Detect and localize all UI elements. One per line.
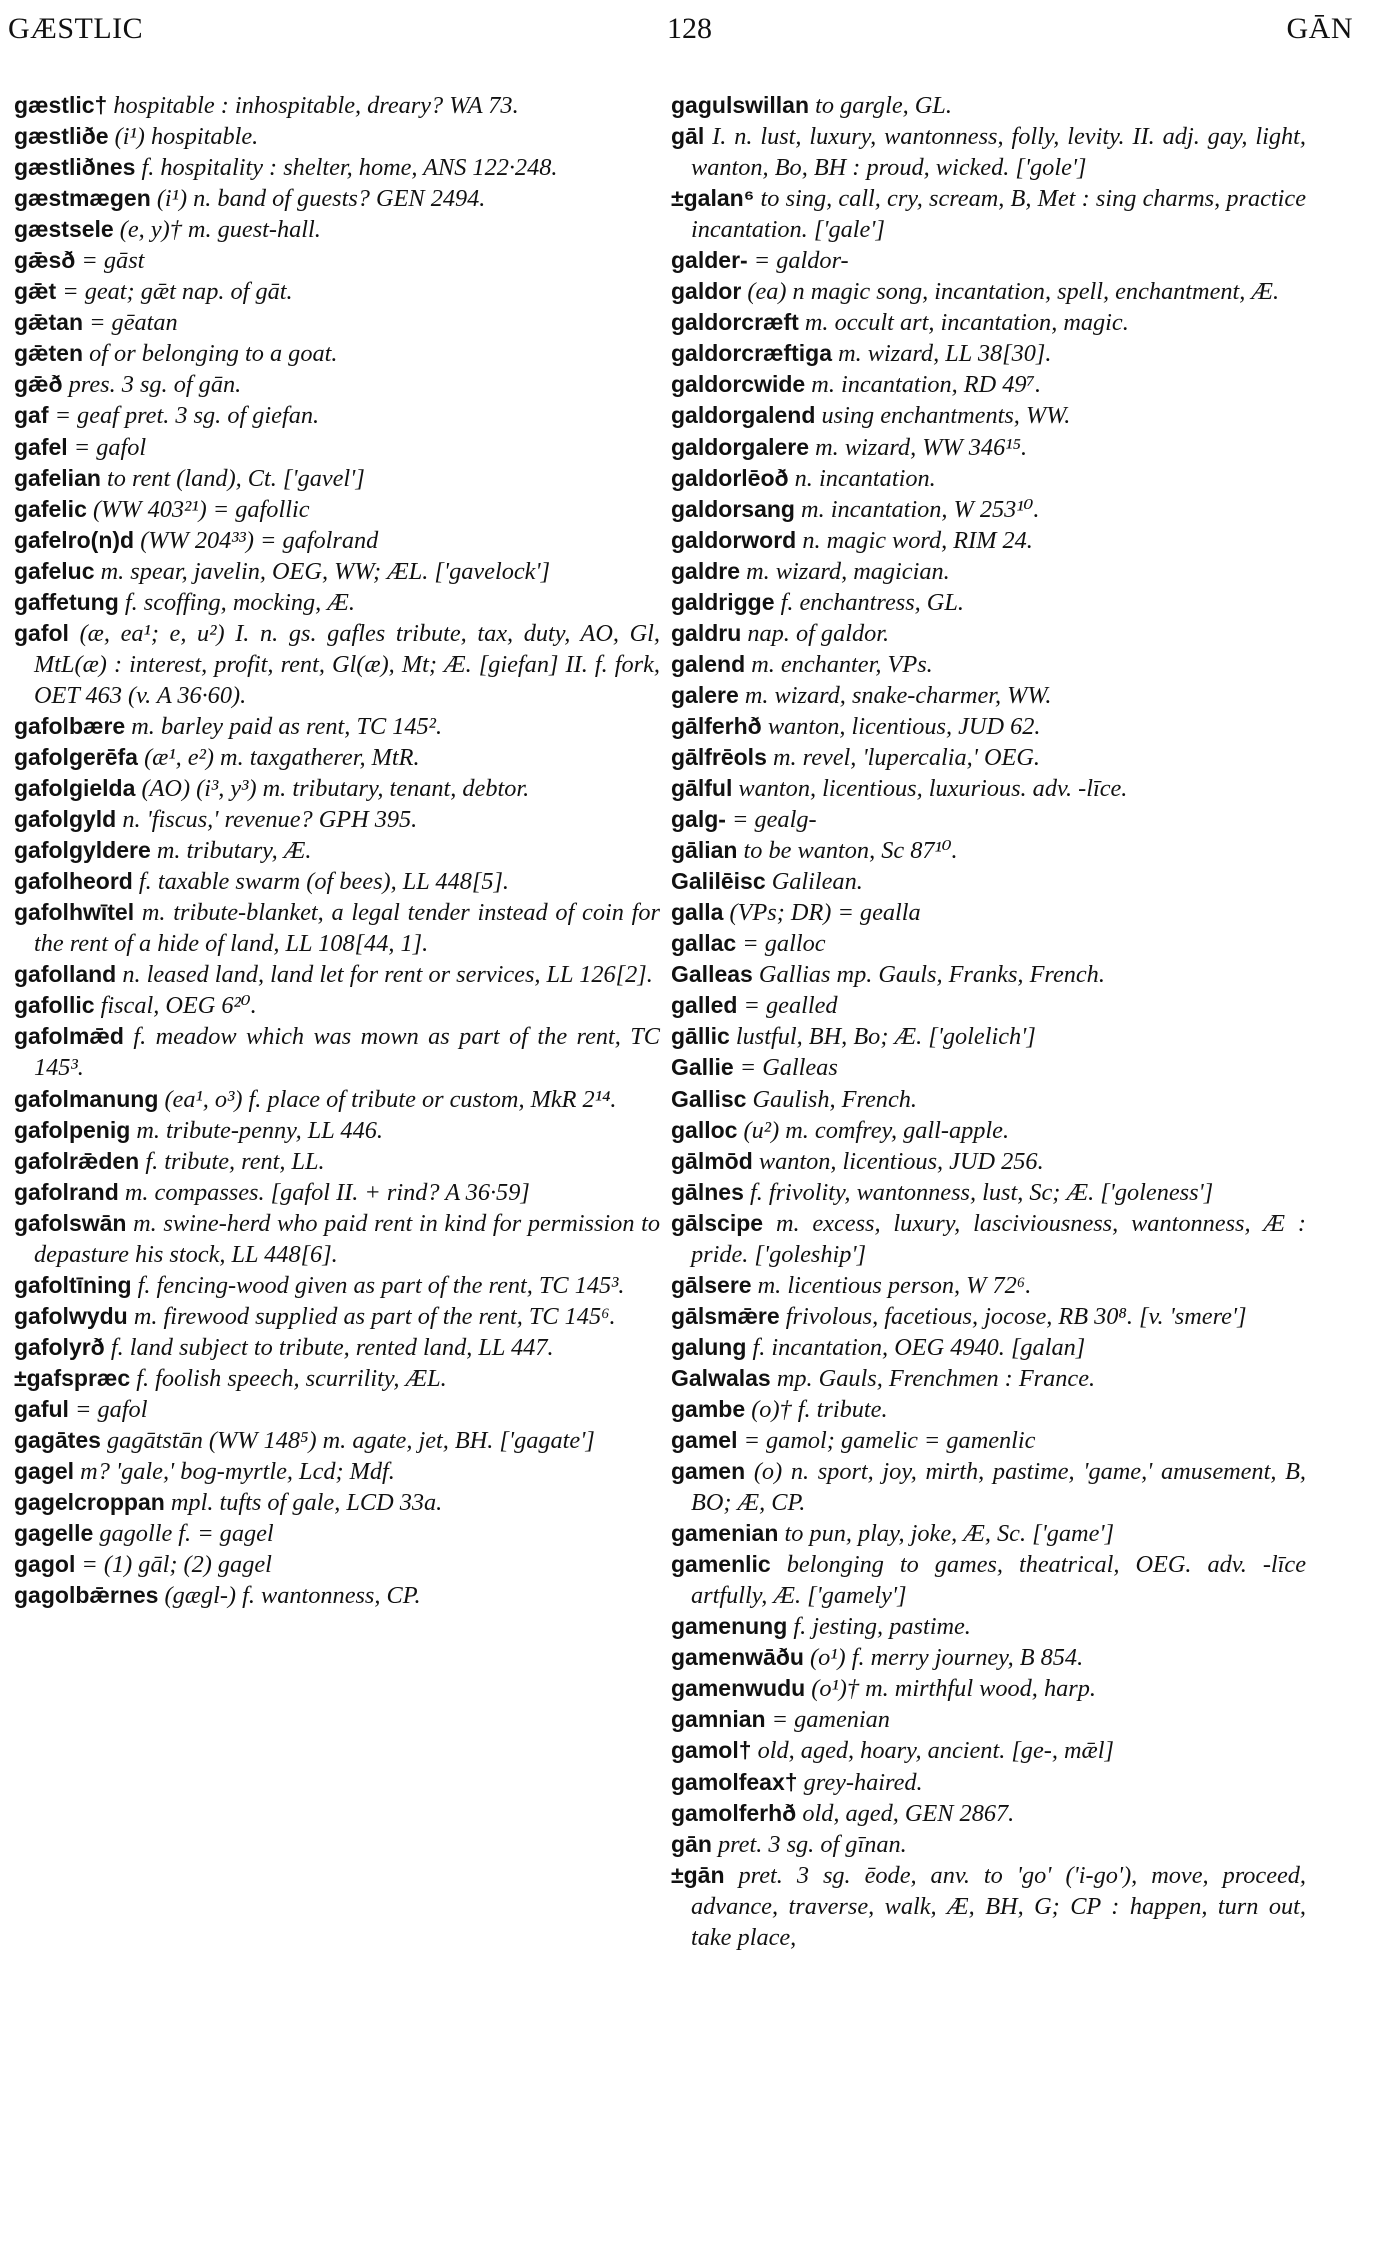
entry-headword: gafelic <box>14 495 87 522</box>
entry-definition: = gafol <box>73 433 147 461</box>
entry-definition: pret. 3 sg. ēode, anv. to 'go' ('i-go'), move, proceed, advance, traverse, walk, Æ, BH, G; CP : happen, turn out, take place, <box>691 1861 1306 1951</box>
dictionary-entry <box>14 1487 660 1518</box>
entry-headword: gafollic <box>14 992 95 1019</box>
entry-headword: gafelian <box>14 464 101 491</box>
entry-headword: gæstliðnes <box>14 154 136 181</box>
dictionary-entry <box>671 618 1306 649</box>
entry-headword: galloc <box>671 1116 738 1143</box>
dictionary-entry <box>14 307 660 338</box>
dictionary-entry <box>671 1611 1306 1642</box>
dictionary-entry <box>671 1301 1306 1332</box>
entry-definition: (e, y)† m. guest-hall. <box>119 216 321 244</box>
entry-definition: f. jesting, pastime. <box>793 1613 971 1641</box>
entry-definition: m. wizard, WW 346¹⁵. <box>815 433 1028 461</box>
entry-headword: gafolyrð <box>14 1333 105 1360</box>
entry-definition: nap. of galdor. <box>747 619 890 647</box>
entry-definition: (VPs; DR) = gealla <box>729 899 921 927</box>
entry-definition: lustful, BH, Bo; Æ. ['golelich'] <box>735 1023 1036 1051</box>
dictionary-entry <box>14 1363 660 1394</box>
entry-definition: = gafol <box>75 1395 148 1423</box>
entry-headword: gafolgyld <box>14 806 117 833</box>
entry-headword: gamol† <box>671 1737 752 1764</box>
entry-definition: of or belonging to a goat. <box>89 340 338 368</box>
right-column <box>671 90 1306 1953</box>
entry-definition: (WW 403²¹) = gafollic <box>92 495 310 523</box>
entry-headword: gamel <box>671 1427 738 1454</box>
entry-headword: gamen <box>671 1458 746 1485</box>
entry-headword: gagelcroppan <box>14 1489 165 1516</box>
entry-definition: mp. Gauls, Frenchmen : France. <box>776 1364 1096 1392</box>
entry-headword: gafolgerēfa <box>14 743 138 770</box>
entry-headword: gāl <box>671 123 705 150</box>
entry-definition: gagātstān (WW 148⁵) m. agate, jet, BH. ['gagate'] <box>107 1427 595 1455</box>
dictionary-entry <box>14 338 660 369</box>
entry-headword: Galleas <box>671 961 753 988</box>
dictionary-entry <box>14 897 660 959</box>
dictionary-entry <box>671 1332 1306 1363</box>
entry-definition: old, aged, GEN 2867. <box>802 1799 1015 1827</box>
entry-headword: gān <box>671 1830 712 1857</box>
dictionary-entry <box>14 618 660 711</box>
entry-headword: gǣsð <box>14 247 76 274</box>
entry-definition: m. wizard, magician. <box>746 557 950 585</box>
entry-headword: galdorword <box>671 526 797 553</box>
entry-headword: galdorcræftiga <box>671 340 833 367</box>
dictionary-entry <box>671 1177 1306 1208</box>
entry-headword: Galilēisc <box>671 868 766 895</box>
entry-headword: gālsere <box>671 1271 752 1298</box>
entry-headword: gafolbære <box>14 712 126 739</box>
entry-headword: galung <box>671 1333 747 1360</box>
dictionary-entry <box>671 183 1306 245</box>
entry-definition: = geaf pret. 3 sg. of giefan. <box>54 402 320 430</box>
dictionary-entry <box>671 587 1306 618</box>
entry-headword: gafol <box>14 619 69 646</box>
entry-definition: m. tribute-penny, LL 446. <box>136 1116 383 1144</box>
entry-definition: = gāst <box>81 247 145 275</box>
entry-definition: = Galleas <box>739 1054 838 1082</box>
dictionary-entry <box>671 835 1306 866</box>
dictionary-entry <box>14 400 660 431</box>
entry-definition: (i¹) n. band of guests? GEN 2494. <box>156 185 486 213</box>
dictionary-entry <box>14 587 660 618</box>
entry-definition: to sing, call, cry, scream, B, Met : sing charms, practice incantation. ['gale'] <box>691 185 1306 244</box>
entry-headword: galdru <box>671 619 742 646</box>
dictionary-entry <box>14 1332 660 1363</box>
entry-headword: gafolswān <box>14 1209 127 1236</box>
entry-headword: galder- <box>671 247 748 274</box>
dictionary-entry <box>671 804 1306 835</box>
dictionary-entry <box>14 1177 660 1208</box>
dictionary-entry <box>14 1021 660 1083</box>
entry-headword: gagulswillan <box>671 92 810 118</box>
dictionary-entry <box>671 742 1306 773</box>
entry-definition: m. revel, 'lupercalia,' OEG. <box>772 743 1040 771</box>
dictionary-entry <box>14 463 660 494</box>
entry-headword: galla <box>671 899 724 926</box>
entry-definition: (ea) n magic song, incantation, spell, enchantment, Æ. <box>747 278 1280 306</box>
entry-definition: m. incantation, RD 49⁷. <box>811 371 1042 399</box>
dictionary-entry <box>671 90 1306 121</box>
entry-headword: galled <box>671 992 738 1019</box>
dictionary-entry <box>671 1673 1306 1704</box>
entry-definition: (o)† f. tribute. <box>751 1395 888 1423</box>
running-head-left: GÆSTLIC <box>8 12 144 45</box>
entry-headword: gamnian <box>671 1706 766 1733</box>
entry-definition: m. enchanter, VPs. <box>751 650 933 678</box>
entry-definition: pres. 3 sg. of gān. <box>68 371 242 399</box>
entry-headword: galdor <box>671 278 742 305</box>
dictionary-entry <box>671 1363 1306 1394</box>
dictionary-entry <box>671 1208 1306 1270</box>
entry-definition: belonging to games, theatrical, OEG. adv. -līce artfully, Æ. ['gamely'] <box>691 1551 1306 1610</box>
entry-definition: n. incantation. <box>794 464 936 492</box>
dictionary-entry <box>14 556 660 587</box>
dictionary-entry <box>671 432 1306 463</box>
entry-definition: Gallias mp. Gauls, Franks, French. <box>758 961 1105 989</box>
entry-headword: gālnes <box>671 1178 744 1205</box>
entry-definition: (o) n. sport, joy, mirth, pastime, 'game,' amusement, B, BO; Æ, CP. <box>691 1458 1306 1517</box>
entry-definition: old, aged, hoary, ancient. [ge-, mǣl] <box>757 1737 1114 1765</box>
dictionary-entry <box>671 1735 1306 1766</box>
entry-definition: I. n. lust, luxury, wantonness, folly, levity. II. adj. gay, light, wanton, Bo, BH : proud, wicked. ['gole'] <box>691 123 1307 182</box>
entry-definition: m. occult art, incantation, magic. <box>804 309 1129 337</box>
entry-definition: n. leased land, land let for rent or services, LL 126[2]. <box>122 961 653 989</box>
entry-definition: grey-haired. <box>803 1768 923 1796</box>
running-head-right: GĀN <box>1286 12 1353 45</box>
dictionary-entry <box>14 1456 660 1487</box>
entry-headword: galdorgalend <box>671 402 816 429</box>
entry-definition: (æ¹, e²) m. taxgatherer, MtR. <box>144 743 420 771</box>
entry-definition: = gamenian <box>771 1706 890 1734</box>
dictionary-entry <box>671 1549 1306 1611</box>
entry-definition: (i¹) hospitable. <box>114 123 259 151</box>
dictionary-entry <box>14 773 660 804</box>
dictionary-entry <box>671 1829 1306 1860</box>
dictionary-entry <box>14 1115 660 1146</box>
entry-headword: gamenian <box>671 1520 779 1547</box>
dictionary-entry <box>671 1456 1306 1518</box>
entry-definition: m? 'gale,' bog-myrtle, Lcd; Mdf. <box>80 1458 395 1486</box>
entry-definition: frivolous, facetious, jocose, RB 30⁸. [v. 'smere'] <box>785 1302 1247 1330</box>
entry-definition: n. 'fiscus,' revenue? GPH 395. <box>122 806 418 834</box>
entry-headword: galdre <box>671 557 741 584</box>
entry-headword: Gallisc <box>671 1085 747 1112</box>
entry-definition: f. land subject to tribute, rented land, LL 447. <box>110 1333 554 1361</box>
entry-definition: (AO) (i³, y³) m. tributary, tenant, debtor. <box>141 775 530 803</box>
dictionary-entry <box>671 866 1306 897</box>
entry-headword: gǣtan <box>14 309 83 336</box>
dictionary-entry <box>14 432 660 463</box>
entry-definition: = geat; gǣt nap. of gāt. <box>62 278 293 306</box>
dictionary-entry <box>671 897 1306 928</box>
entry-headword: gagel <box>14 1458 75 1485</box>
dictionary-entry <box>671 1021 1306 1052</box>
dictionary-entry <box>14 1425 660 1456</box>
entry-definition: = galdor- <box>753 247 849 275</box>
entry-definition: (gægl-) f. wantonness, CP. <box>164 1582 421 1610</box>
entry-definition: (u²) m. comfrey, gall-apple. <box>743 1116 1010 1144</box>
entry-definition: (o¹) f. merry journey, B 854. <box>810 1644 1084 1672</box>
dictionary-entry <box>671 1704 1306 1735</box>
dictionary-entry <box>14 121 660 152</box>
dictionary-entry <box>14 90 660 121</box>
dictionary-entry <box>671 1798 1306 1829</box>
entry-headword: ±galan⁶ <box>671 185 755 212</box>
dictionary-entry <box>671 1860 1306 1953</box>
entry-definition: mpl. tufts of gale, LCD 33a. <box>170 1489 443 1517</box>
entry-headword: gagol <box>14 1551 76 1578</box>
entry-headword: gǣð <box>14 371 63 398</box>
dictionary-entry <box>14 1518 660 1549</box>
entry-headword: gæstsele <box>14 216 114 243</box>
entry-headword: galere <box>671 681 739 708</box>
entry-headword: gamenung <box>671 1613 788 1640</box>
entry-headword: gafolpenig <box>14 1116 131 1143</box>
entry-headword: galdrigge <box>671 588 775 615</box>
entry-headword: gafelro(n)d <box>14 526 135 553</box>
entry-headword: gamolfeax† <box>671 1768 798 1795</box>
entry-definition: f. taxable swarm (of bees), LL 448[5]. <box>138 868 510 896</box>
dictionary-entry <box>14 804 660 835</box>
entry-headword: galg- <box>671 806 726 833</box>
dictionary-entry <box>671 928 1306 959</box>
dictionary-entry <box>671 276 1306 307</box>
dictionary-entry <box>14 494 660 525</box>
entry-definition: m. firewood supplied as part of the rent, TC 145⁶. <box>133 1302 616 1330</box>
entry-definition: m. tributary, Æ. <box>156 837 312 865</box>
dictionary-entry <box>671 556 1306 587</box>
entry-definition: wanton, licentious, luxurious. adv. -līce. <box>738 775 1128 803</box>
entry-definition: (æ, ea¹; e, u²) I. n. gs. gafles tribute, tax, duty, AO, Gl, MtL(æ) : interest, profit, rent, Gl(æ), Mt; Æ. [giefan] II. f. fork, OET 463 (v. A 36·60). <box>34 619 660 709</box>
dictionary-entry <box>14 1580 660 1611</box>
entry-definition: to pun, play, joke, Æ, Sc. ['game'] <box>784 1520 1115 1548</box>
entry-headword: gagātes <box>14 1427 101 1454</box>
entry-definition: (o¹)† m. mirthful wood, harp. <box>811 1675 1096 1703</box>
entry-headword: gamenwāðu <box>671 1644 804 1671</box>
entry-headword: Galwalas <box>671 1364 771 1391</box>
entry-headword: galdorcræft <box>671 309 799 336</box>
dictionary-entry <box>14 1208 660 1270</box>
entry-headword: gafel <box>14 433 68 460</box>
entry-headword: gaffetung <box>14 588 119 615</box>
entry-headword: ±gān <box>671 1861 725 1888</box>
entry-headword: gamolferhð <box>671 1799 797 1826</box>
dictionary-entry <box>14 369 660 400</box>
dictionary-entry <box>14 245 660 276</box>
entry-definition: = (1) gāl; (2) gagel <box>81 1551 272 1579</box>
entry-definition: = galloc <box>742 930 826 958</box>
entry-definition: = gealled <box>743 992 838 1020</box>
entry-definition: f. scoffing, mocking, Æ. <box>124 588 355 616</box>
entry-headword: gālsmǣre <box>671 1302 780 1329</box>
dictionary-entry <box>14 214 660 245</box>
entry-definition: gagolle f. = gagel <box>99 1520 274 1548</box>
entry-definition: Gaulish, French. <box>752 1085 917 1113</box>
dictionary-entry <box>14 183 660 214</box>
entry-definition: wanton, licentious, JUD 256. <box>758 1147 1044 1175</box>
entry-definition: f. frivolity, wantonness, lust, Sc; Æ. ['goleness'] <box>749 1178 1214 1206</box>
entry-headword: ±gafspræc <box>14 1364 131 1391</box>
entry-headword: gambe <box>671 1395 746 1422</box>
dictionary-entry <box>14 1084 660 1115</box>
dictionary-entry <box>14 1549 660 1580</box>
dictionary-entry <box>14 1146 660 1177</box>
dictionary-entry <box>671 680 1306 711</box>
entry-definition: (WW 204³³) = gafolrand <box>140 526 379 554</box>
dictionary-entry <box>671 649 1306 680</box>
entry-definition: m. wizard, snake-charmer, WW. <box>744 681 1052 709</box>
dictionary-entry <box>14 959 660 990</box>
entry-definition: m. excess, luxury, lasciviousness, wantonness, Æ : pride. ['goleship'] <box>691 1209 1307 1268</box>
dictionary-entry <box>14 990 660 1021</box>
entry-definition: pret. 3 sg. of gīnan. <box>717 1830 907 1858</box>
entry-definition: (ea¹, o³) f. place of tribute or custom, MkR 2¹⁴. <box>164 1085 617 1113</box>
entry-definition: n. magic word, RIM 24. <box>802 526 1033 554</box>
entry-headword: gæstmægen <box>14 185 151 212</box>
entry-headword: gafolgyldere <box>14 837 151 864</box>
dictionary-entry <box>671 245 1306 276</box>
entry-headword: galdorsang <box>671 495 795 522</box>
entry-headword: gālful <box>671 775 733 802</box>
entry-definition: = gamol; gamelic = gamenlic <box>743 1427 1036 1455</box>
dictionary-entry <box>14 1301 660 1332</box>
dictionary-entry <box>671 463 1306 494</box>
entry-definition: to gargle, GL. <box>815 92 952 119</box>
entry-headword: gālferhð <box>671 712 762 739</box>
entry-headword: gagelle <box>14 1520 94 1547</box>
entry-definition: m. swine-herd who paid rent in kind for permission to depasture his stock, LL 448[6]. <box>34 1209 661 1268</box>
entry-headword: gafolheord <box>14 868 133 895</box>
entry-headword: gagolbǣrnes <box>14 1582 159 1609</box>
entry-definition: using enchantments, WW. <box>821 402 1071 430</box>
entry-headword: gaful <box>14 1395 69 1422</box>
entry-definition: m. wizard, LL 38[30]. <box>838 340 1052 368</box>
entry-headword: gāllic <box>671 1023 730 1050</box>
entry-headword: gaf <box>14 402 49 429</box>
dictionary-entry <box>671 1425 1306 1456</box>
entry-definition: to be wanton, Sc 87¹⁰. <box>743 837 958 865</box>
entry-headword: gafolgielda <box>14 775 136 802</box>
dictionary-entry <box>671 121 1306 183</box>
left-column <box>14 90 660 1611</box>
dictionary-entry <box>14 711 660 742</box>
entry-headword: gæstliðe <box>14 123 109 150</box>
dictionary-entry <box>14 1394 660 1425</box>
dictionary-entry <box>671 1146 1306 1177</box>
dictionary-entry <box>671 494 1306 525</box>
entry-definition: fiscal, OEG 6²⁰. <box>100 992 257 1020</box>
entry-headword: Gallie <box>671 1054 734 1081</box>
entry-definition: f. hospitality : shelter, home, ANS 122·248. <box>141 154 558 182</box>
dictionary-entry <box>671 1084 1306 1115</box>
dictionary-entry <box>671 959 1306 990</box>
entry-headword: gǣten <box>14 340 83 367</box>
entry-headword: gafolland <box>14 961 117 988</box>
dictionary-entry <box>671 525 1306 556</box>
dictionary-entry <box>671 990 1306 1021</box>
entry-headword: gafolrand <box>14 1178 119 1205</box>
entry-headword: galend <box>671 650 746 677</box>
dictionary-entry <box>671 1642 1306 1673</box>
dictionary-entry <box>671 369 1306 400</box>
entry-headword: gafoltīning <box>14 1271 132 1298</box>
dictionary-entry <box>671 307 1306 338</box>
dictionary-entry <box>14 835 660 866</box>
dictionary-entry <box>14 742 660 773</box>
entry-headword: gālfrēols <box>671 743 767 770</box>
entry-definition: = gēatan <box>89 309 178 337</box>
entry-headword: gālmōd <box>671 1147 753 1174</box>
entry-headword: gǣt <box>14 278 57 305</box>
entry-headword: galdorlēoð <box>671 464 789 491</box>
entry-definition: m. spear, javelin, OEG, WW; ÆL. ['gavelock'] <box>100 557 551 585</box>
entry-definition: hospitable : inhospitable, dreary? WA 73. <box>113 92 519 119</box>
dictionary-entry <box>671 400 1306 431</box>
dictionary-entry <box>14 152 660 183</box>
entry-definition: m. incantation, W 253¹⁰. <box>801 495 1040 523</box>
entry-headword: galdorcwide <box>671 371 806 398</box>
entry-definition: f. incantation, OEG 4940. [galan] <box>752 1333 1086 1361</box>
dictionary-entry <box>671 1518 1306 1549</box>
entry-definition: m. barley paid as rent, TC 145². <box>131 712 443 740</box>
entry-definition: f. meadow which was mown as part of the rent, TC 145³. <box>34 1023 660 1082</box>
entry-headword: gafolmǣd <box>14 1023 124 1050</box>
entry-definition: m. compasses. [gafol II. + rind? A 36·59] <box>124 1178 530 1206</box>
dictionary-entry <box>671 711 1306 742</box>
entry-headword: galdorgalere <box>671 433 810 460</box>
dictionary-entry <box>671 338 1306 369</box>
entry-definition: m. tribute-blanket, a legal tender instead of coin for the rent of a hide of land, LL 108[44, 1]. <box>34 899 660 958</box>
dictionary-entry <box>14 1270 660 1301</box>
entry-headword: gamenwudu <box>671 1675 806 1702</box>
entry-headword: gallac <box>671 930 737 957</box>
dictionary-entry <box>671 773 1306 804</box>
entry-headword: gafeluc <box>14 557 95 584</box>
entry-headword: gafolhwītel <box>14 899 135 926</box>
dictionary-entry <box>671 1270 1306 1301</box>
entry-definition: to rent (land), Ct. ['gavel'] <box>107 464 365 492</box>
dictionary-entry <box>671 1115 1306 1146</box>
page-number: 128 <box>667 12 712 45</box>
dictionary-entry <box>14 525 660 556</box>
dictionary-entry <box>671 1394 1306 1425</box>
entry-definition: f. enchantress, GL. <box>780 588 964 616</box>
entry-headword: gafolwydu <box>14 1302 128 1329</box>
dictionary-entry <box>671 1767 1306 1798</box>
entry-definition: f. tribute, rent, LL. <box>145 1147 325 1175</box>
entry-definition: m. licentious person, W 72⁶. <box>757 1271 1032 1299</box>
entry-headword: gālian <box>671 837 738 864</box>
dictionary-entry <box>14 276 660 307</box>
entry-headword: gafolmanung <box>14 1085 159 1112</box>
dictionary-entry <box>14 866 660 897</box>
entry-headword: gamenlic <box>671 1551 771 1578</box>
entry-definition: = gealg- <box>732 806 817 834</box>
dictionary-entry <box>671 1052 1306 1083</box>
entry-definition: Galilean. <box>771 868 863 896</box>
entry-definition: f. foolish speech, scurrility, ÆL. <box>136 1364 447 1392</box>
page-header <box>0 6 1379 54</box>
entry-definition: wanton, licentious, JUD 62. <box>767 712 1041 740</box>
entry-headword: gæstlic† <box>14 92 108 118</box>
entry-definition: f. fencing-wood given as part of the rent, TC 145³. <box>137 1271 625 1299</box>
entry-headword: gālscipe <box>671 1209 764 1236</box>
entry-headword: gafolrǣden <box>14 1147 140 1174</box>
